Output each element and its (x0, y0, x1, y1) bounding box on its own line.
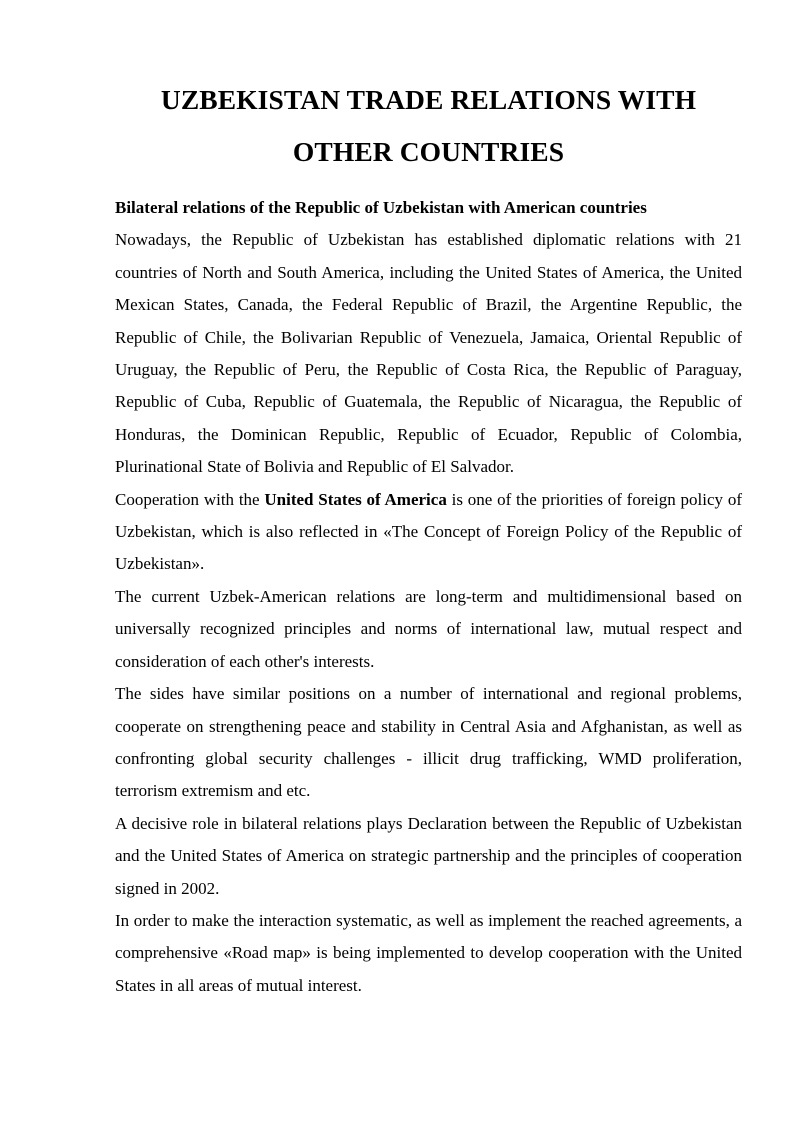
document-title-line-2: OTHER COUNTRIES (292, 136, 565, 167)
document-title-line-1: UZBEKISTAN TRADE RELATIONS WITH (160, 84, 697, 115)
paragraph-usa-cooperation (115, 484, 742, 581)
paragraph-road-map: In order to make the interaction systematic, as well as implement the reached agreements, a comprehensive «Road map» is being implemented to develop cooperation with the United States in all areas of mutual interest. (115, 910, 742, 995)
paragraph-current-relations: The current Uzbek-American relations are long-term and multidimensional based on universally recognized principles and norms of international law, mutual respect and consideration of each other's interests. (115, 586, 742, 671)
paragraph-usa-cooperation-rest: is one of the priorities of foreign policy of Uzbekistan, which is also reflected in «The Concept of Foreign Policy of the Republic of Uzbekistan». (115, 489, 742, 574)
paragraph-usa-cooperation-lead: Cooperation with the (115, 489, 265, 509)
document-title (115, 74, 742, 178)
paragraph-declaration: A decisive role in bilateral relations plays Declaration between the Republic of Uzbekistan and the United States of America on strategic partnership and the principles of cooperation signed in 2002. (115, 813, 742, 898)
paragraph-similar-positions: The sides have similar positions on a number of international and regional problems, cooperate on strengthening peace and stability in Central Asia and Afghanistan, as well as confronting global security challenges - illicit drug trafficking, WMD proliferation, terrorism extremism and etc. (115, 684, 742, 801)
section-heading: Bilateral relations of the Republic of Uzbekistan with American countries (115, 198, 647, 217)
paragraph-diplomatic-relations: Nowadays, the Republic of Uzbekistan has established diplomatic relations with 21 countries of North and South America, including the United States of America, the United Mexican States, Canada, the Federal Republic of Brazil, the Argentine Republic, the Republic of Chile, the Bolivarian Republic of Venezuela, Jamaica, Oriental Republic of Uruguay, the Republic of Peru, the Republic of Costa Rica, the Republic of Paraguay, Republic of Cuba, Republic of Guatemala, the Republic of Nicaragua, the Republic of Honduras, the Dominican Republic, Republic of Ecuador, Republic of Colombia, Plurinational State of Bolivia and Republic of El Salvador. (115, 230, 742, 477)
usa-emphasis: United States of America (264, 489, 447, 509)
